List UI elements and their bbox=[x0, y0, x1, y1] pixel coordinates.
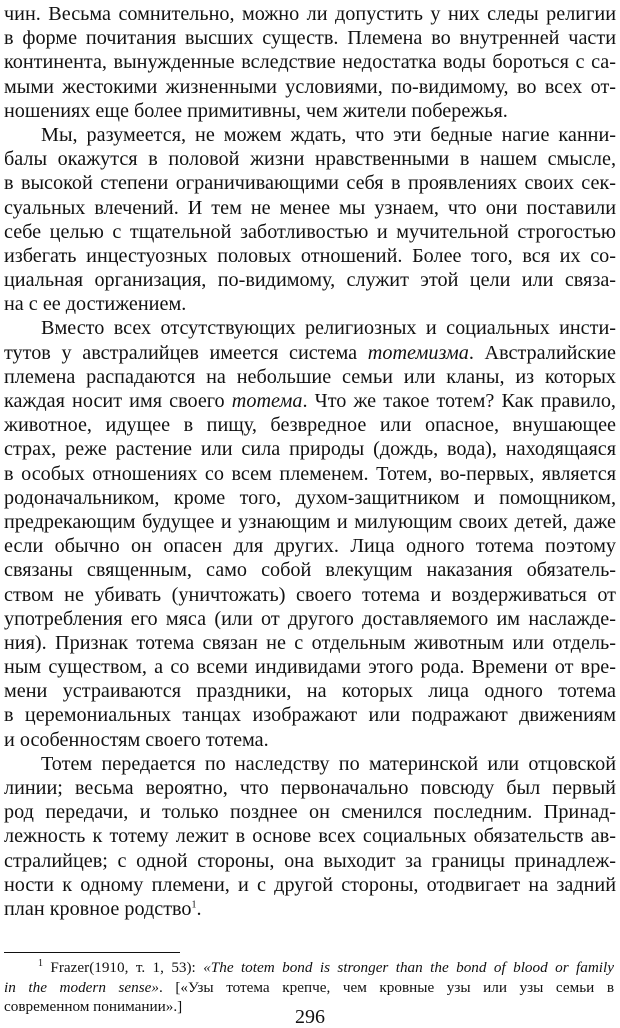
text-line: на с ее достижением. bbox=[4, 293, 187, 316]
text-line: и особенностям своего тотема. bbox=[4, 728, 269, 751]
text-line: суальных влечений. И тем не менее мы узнаем, что они поставили bbox=[4, 196, 616, 219]
text-line: Мы, разумеется, не можем ждать, что эти бедные нагие канни- bbox=[41, 123, 616, 146]
footnote-line bbox=[4, 978, 614, 998]
text-line: себе целью с тщательной заботливостью и мучительной строгостью bbox=[4, 220, 616, 243]
text-line: балы окажутся в половой жизни нравственными в нашем смысле, bbox=[4, 148, 616, 171]
text-segment: . bbox=[196, 897, 202, 920]
footnote-marker: 1 bbox=[38, 957, 43, 969]
text-line: в форме почитания высших существ. Племена во внутренней части bbox=[4, 27, 616, 50]
footnote-line: современном понимании».] bbox=[4, 998, 183, 1016]
text-line: в высокой степени ограничивающими себя в проявлениях своих сек- bbox=[4, 172, 616, 195]
text-line: линии; весьма вероятно, что первоначально повсюду был первый bbox=[4, 777, 616, 799]
emphasis-term: тотемизма bbox=[367, 341, 469, 364]
text-line: мыми жестокими жизненными условиями, по-видимому, во всех от- bbox=[4, 75, 616, 98]
text-line: страх, реже растение или сила природы (дождь, вода), находящаяся bbox=[4, 438, 616, 461]
text-line: избегать инцестуозных половых отношений. Более того, вся их со- bbox=[4, 244, 616, 267]
footnote-line bbox=[4, 958, 614, 978]
text-line: употребления его мяса (или от другого доставляемого им наслажде- bbox=[4, 607, 616, 630]
page-body bbox=[4, 2, 616, 921]
text-line: чин. Весьма сомнительно, можно ли допустить у них следы религии bbox=[4, 3, 616, 25]
text-line: ношениях еще более примитивны, чем жители побережья. bbox=[4, 99, 508, 122]
footnote-divider bbox=[4, 952, 180, 953]
text-line bbox=[4, 897, 616, 921]
text-line: связаны священным, само собой влекущим наказания обязатель- bbox=[4, 559, 616, 582]
text-line: Вместо всех отсутствующих религиозных и социальных инсти- bbox=[41, 317, 616, 340]
text-line bbox=[4, 341, 616, 365]
footnote-source: Frazer(1910, т. 1, 53): bbox=[43, 959, 204, 976]
footnote-translation: . [«Узы тотема крепче, чем кровные узы или узы семьи в bbox=[158, 978, 614, 996]
text-segment: тутов у австралийцев имеется система bbox=[4, 341, 368, 364]
text-segment: . Что же такое тотем? Как правило, bbox=[302, 390, 616, 412]
footnote-quote: «The totem bond is stronger than the bond of blood or family bbox=[203, 959, 614, 976]
text-line: континента, вынужденные вследствие недостатка воды бороться с са- bbox=[4, 51, 616, 74]
footnote-reference[interactable]: 1 bbox=[191, 899, 197, 911]
text-segment: план кровное родство bbox=[4, 897, 192, 920]
text-line: если обычно он опасен для других. Лица одного тотема поэтому bbox=[4, 535, 616, 558]
text-line: ным существом, а со всеми индивидами этого рода. Времени от вре- bbox=[4, 656, 616, 679]
text-line bbox=[4, 389, 616, 413]
text-line: стралийцев; с одной стороны, она выходит за границы принадлеж- bbox=[4, 849, 616, 872]
text-line: мени устраиваются праздники, на которых лица одного тотема bbox=[4, 680, 616, 703]
text-line: ности к одному племени, и с другой стороны, отодвигает на задний bbox=[4, 873, 616, 896]
text-line: циальная организация, по-видимому, служит этой цели или связа- bbox=[4, 269, 616, 292]
text-line: племена распадаются на небольшие семьи или кланы, из которых bbox=[4, 365, 616, 388]
text-line: родоначальником, кроме того, духом-защитником и помощником, bbox=[4, 486, 616, 509]
footnote-quote: in the modern sense» bbox=[4, 978, 159, 996]
text-line: род передачи, и только позднее он сменился последним. Принад- bbox=[4, 801, 616, 824]
text-line: животное, идущее в пищу, безвредное или опасное, внушающее bbox=[4, 414, 616, 437]
text-line: Тотем передается по наследству по материнской или отцовской bbox=[41, 752, 616, 775]
text-line: предрекающим будущее и узнающим и милующим своих детей, даже bbox=[4, 510, 616, 533]
text-line: ством не убивать (уничтожать) своего тотема и воздерживаться от bbox=[4, 583, 616, 606]
emphasis-term: тотема bbox=[231, 390, 303, 412]
page-number: 296 bbox=[295, 1006, 325, 1028]
text-line: в особых отношениях со всем племенем. Тотем, во-первых, является bbox=[4, 462, 616, 485]
text-segment: каждая носит имя своего bbox=[4, 390, 232, 412]
text-line: ния). Признак тотема связан не с отдельным животным или отдель- bbox=[4, 631, 616, 654]
text-line: в церемониальных танцах изображают или подражают движениям bbox=[4, 704, 616, 727]
text-line: лежность к тотему лежит в основе всех социальных обязательств ав- bbox=[4, 825, 616, 848]
text-segment: . Австралийские bbox=[468, 341, 617, 364]
